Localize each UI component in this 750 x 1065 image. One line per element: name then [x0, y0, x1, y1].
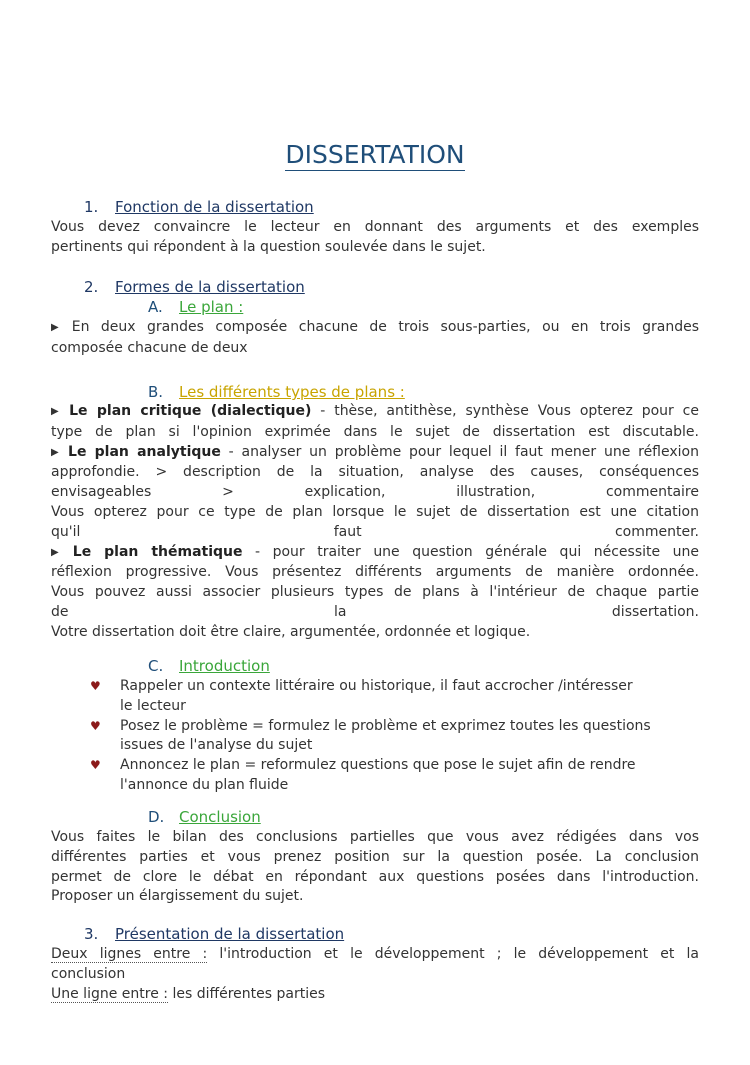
triangle-right-icon: ▶	[51, 546, 67, 558]
page-title: DISSERTATION	[285, 140, 465, 169]
plan-types-paragraph: ▶ Le plan critique (dialectique) - thèse, antithèse, synthèse Vous opterez pour ce type de plan si l'opinion exprimée dans le sujet de dissertation est discutable. ▶ Le plan analytique - analyser un problème pour lequel il faut mener une réflexion approfondie. > description de la situation, analyse des causes, conséquences envisageables > explication, illustration, commentaire Vous opterez pour ce type de plan lorsque le sujet de dissertation est une citation qu'il faut commenter. ▶ Le plan thématique - pour traiter une question générale qui nécessite une réflexion progressive. Vous présentez différents arguments de manière ordonnée. Vous pouvez aussi associer plusieurs types de plans à l'intérieur de chaque partie de la dissertation. Votre dissertation doit être claire, argumentée, ordonnée et logique.	[51, 403, 700, 640]
presentation-paragraph: Deux lignes entre : l'introduction et le développement ; le développement et la conclusion Une ligne entre : les différentes parties	[51, 946, 699, 1002]
heart-icon: ♥	[90, 718, 101, 733]
subheading-a: A. Le plan :	[148, 298, 244, 316]
list-item: ♥ Annoncez le plan = reformulez questions que pose le sujet afin de rendre l'annonce du plan fluide	[90, 757, 636, 793]
triangle-right-icon: ▶	[51, 406, 64, 417]
heart-icon: ♥	[90, 679, 101, 693]
subheading-b: B. Les différents types de plans :	[148, 383, 405, 401]
introduction-list	[90, 677, 700, 796]
triangle-right-icon: ▶	[51, 322, 66, 333]
section-heading-2: 2. Formes de la dissertation	[84, 278, 305, 296]
section-heading-3: 3. Présentation de la dissertation	[84, 925, 345, 943]
plan-paragraph: ▶ En deux grandes composée chacune de trois sous-parties, ou en trois grandes composée chacune de deux	[51, 319, 699, 356]
conclusion-paragraph: Vous faites le bilan des conclusions partielles que vous avez rédigées dans vos différentes parties et vous prenez position sur la question posée. La conclusion permet de clore le débat en répondant aux questions posées dans l'introduction. Proposer un élargissement du sujet.	[51, 829, 699, 905]
subheading-d: D. Conclusion	[148, 808, 261, 826]
list-item: ♥ Posez le problème = formulez le problème et exprimez toutes les questions issues de l'analyse du sujet	[90, 717, 651, 754]
list-item: ♥ Rappeler un contexte littéraire ou historique, il faut accrocher /intéresser le lecteur	[90, 678, 633, 714]
heart-icon: ♥	[90, 758, 101, 773]
triangle-right-icon: ▶	[51, 446, 63, 458]
section-heading-1: 1. Fonction de la dissertation	[84, 198, 314, 216]
section-1-paragraph: Vous devez convaincre le lecteur en donnant des arguments et des exemples pertinents qui répondent à la question soulevée dans le sujet.	[51, 219, 699, 255]
subheading-c: C. Introduction	[148, 657, 270, 675]
